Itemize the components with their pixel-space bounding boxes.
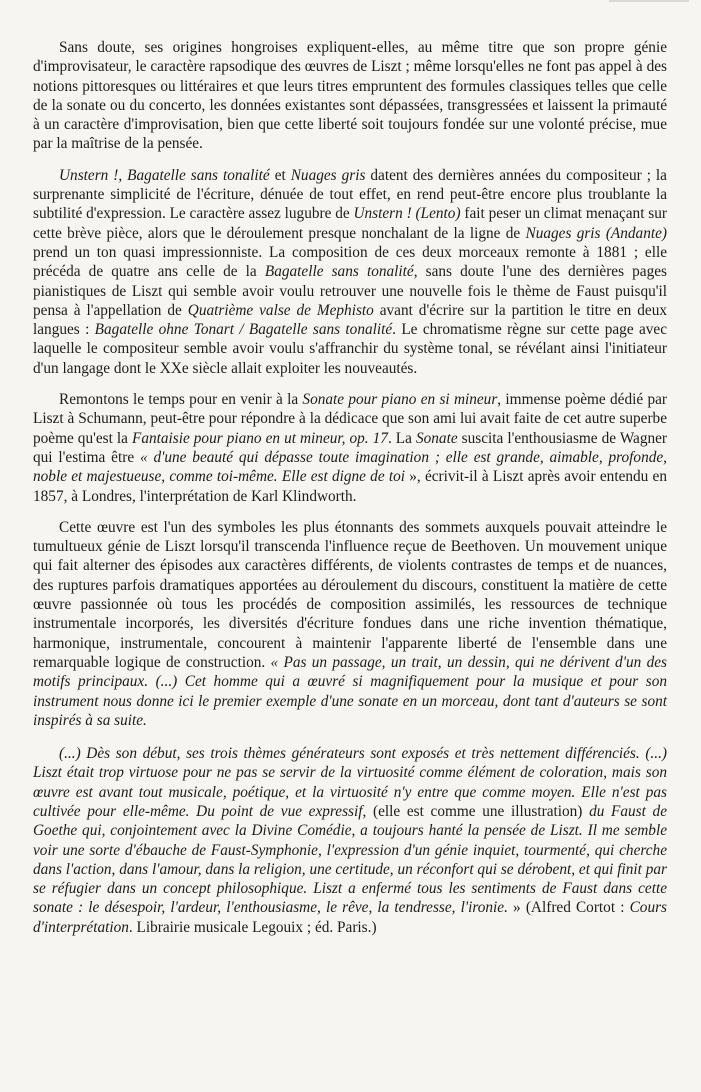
italic-text: Nuages gris (Andante)	[525, 224, 667, 242]
italic-text: Unstern !, Bagatelle sans tonalité	[59, 166, 270, 184]
italic-text: Unstern ! (Lento)	[353, 205, 461, 223]
italic-text: Quatrième valse de Mephisto	[187, 301, 374, 319]
italic-text: Sonate pour piano en si mineur	[302, 391, 498, 409]
italic-text: Cours d'interprétation	[33, 899, 667, 936]
text-run: Sans doute, ses origines hongroises expliquent-elles, au même titre que son propre génie d'improvisateur, le caractère rapsodique des œuvres de Liszt ; même lorsqu'elles ne font pas appel à des notions pittoresques ou littéraires et que leurs titres empruntent des formules classiques telles que celle de la sonate ou du concerto, les données existantes sont dépassées, transgressées et laissent la primauté à un caractère d'improvisation, bien que cette liberté soit toujours fondée sur une volonté précise, mue par la maîtrise de la pensée.	[33, 39, 667, 153]
text-run: , (elle est comme une illustration)	[362, 802, 590, 820]
text-run: . Librairie musicale Legouix ; éd. Paris.)	[128, 918, 377, 936]
italic-text: « d'une beauté qui dépasse toute imagination ; elle est grande, aimable, profonde, noble et majestueuse, comme toi-même. Elle est digne de toi	[33, 448, 667, 486]
paragraph	[33, 38, 667, 154]
italic-text: du Faust de Goethe qui, conjointement avec la Divine Comédie, a toujours hanté la pensée de Liszt. Il me semble voir une sorte d'ébauche de Faust-Symphonie, l'expression d'un génie inquiet, tourmenté, qui cherche dans l'action, dans l'amour, dans la religion, une certitude, un réconfort qui se dérobent, et qui finit par se réfugier dans un concept philosophique. Liszt a enfermé tous les sentiments de Faust dans cette sonate : le désespoir, l'ardeur, l'enthousiasme, le rêve, la tendresse, l'ironie.	[33, 802, 668, 917]
text-run: . Le chromatisme règne sur cette page avec laquelle le compositeur semble avoir voulu s'affranchir du système tonal, se révélant ainsi l'initiateur d'un langage dont le XXe siècle allait exploiter les nouveautés.	[33, 321, 667, 377]
text-run: et	[269, 166, 291, 184]
text-run: », écrivit-il à Liszt après avoir entendu en 1857, à Londres, l'interprétation de Karl Klindworth.	[33, 468, 667, 505]
document-body	[33, 38, 667, 949]
text-run: avant d'écrire sur la partition le titre en deux langues :	[33, 301, 667, 339]
italic-text: Bagatelle ohne Tonart / Bagatelle sans tonalité	[94, 321, 393, 339]
paragraph	[33, 390, 667, 506]
paragraph	[33, 744, 667, 937]
text-run: suscita l'enthousiasme de Wagner qui l'estima être	[33, 429, 668, 466]
italic-text: Bagatelle sans tonalité	[264, 263, 414, 281]
text-run: , immense poème dédié par Liszt à Schumann, peut-être pour répondre à la dédicace que son ami lui avait faite de cet autre superbe poème qu'est la	[33, 391, 667, 447]
text-run: , sans doute l'une des dernières pages pianistiques de Liszt qui semble avoir voulu retrouver une nouvelle fois le thème de Faust puisqu'il pensa à l'appellation de	[33, 263, 667, 319]
italic-text: Fantaisie pour piano en ut mineur, op. 17	[131, 429, 388, 447]
text-run: fait peser un climat menaçant sur cette brève pièce, alors que le déroulement presque nonchalant de la ligne de	[33, 205, 667, 242]
italic-text: Nuages gris	[290, 166, 366, 184]
text-run: Remontons le temps pour en venir à la	[59, 391, 303, 409]
paragraph	[33, 166, 667, 378]
text-run: . La	[387, 429, 416, 447]
text-run: datent des dernières années du compositeur ; la surprenante simplicité de l'écriture, dénuée de tout effet, en rend peut-être encore plus troublante la subtilité d'expression. Le caractère assez lugubre de	[33, 166, 667, 223]
italic-text: « Pas un passage, un trait, un dessin, qui ne dérivent d'un des motifs principaux. (...) Cet homme qui a œuvré si magnifiquement pour la musique et pour son instrument nous donne ici le premier exemple d'une sonate en un morceau, dont tant d'auteurs se sont inspirés à sa suite.	[33, 653, 667, 729]
italic-text: Sonate	[415, 429, 458, 447]
text-run: » (Alfred Cortot :	[507, 899, 630, 917]
paragraph	[33, 518, 667, 730]
text-run: Cette œuvre est l'un des symboles les plus étonnants des sommets auxquels pouvait atteindre le tumultueux génie de Liszt lorsqu'il transcenda l'influence reçue de Beethoven. Un mouvement unique qui fait alterner des épisodes aux caractères différents, de violents contrastes de temps et de nuances, des ruptures parfois dramatiques apportées au déroulement du discours, constituent la matière de cette œuvre passionnée où tous les procédés de composition assimilés, les ressources de technique instrumentale incorporés, les diversités d'écriture fondues dans une riche invention thématique, harmonique, instrumentale, concourent à maintenir l'apparente liberté de l'ensemble dans une remarquable logique de construction.	[33, 518, 667, 671]
page-edge-line	[609, 0, 689, 2]
text-run: prend un ton quasi impressionniste. La composition de ces deux morceaux remonte à 1881 ; elle précéda de quatre ans celle de la	[33, 243, 667, 281]
italic-text: (...) Dès son début, ses trois thèmes générateurs sont exposés et très nettement différenciés. (...) Liszt était trop virtuose pour ne pas se servir de la virtuosité comme élément de coloration, mais son œuvre est avant tout musicale, poétique, et la virtuosité n'y entre que comme moyen. Elle n'est pas cultivée pour elle-même. Du point de vue expressif	[33, 745, 667, 820]
